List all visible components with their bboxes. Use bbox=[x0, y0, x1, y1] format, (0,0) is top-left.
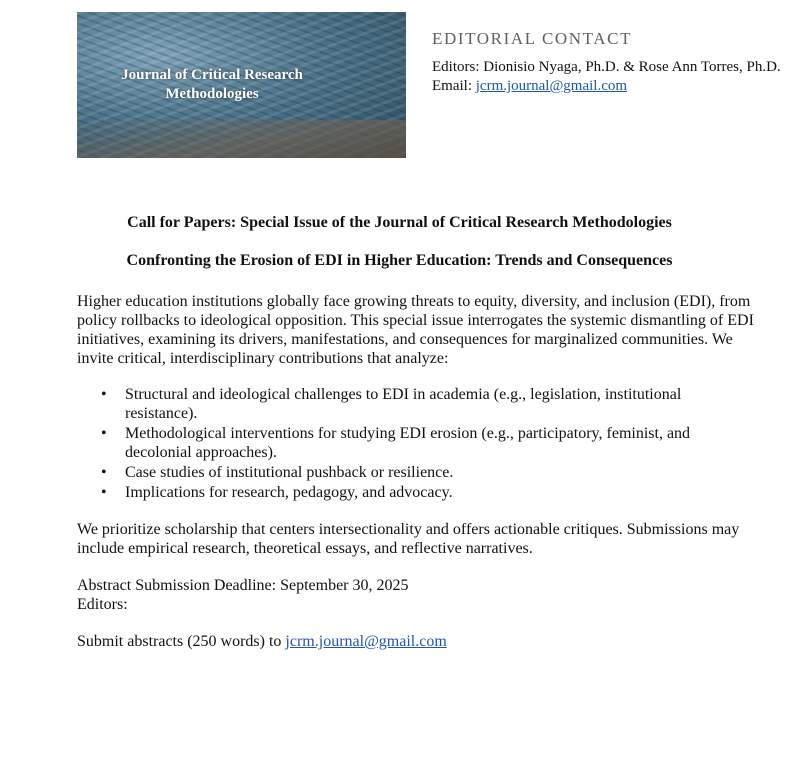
list-item bbox=[101, 385, 757, 423]
list-item-text: Case studies of institutional pushback or resilience. bbox=[125, 464, 454, 481]
call-title: Call for Papers: Special Issue of the Journal of Critical Research Methodologies bbox=[127, 214, 672, 231]
editorial-contact bbox=[432, 29, 781, 96]
list-item-text: Structural and ideological challenges to EDI in academia (e.g., legislation, institutional resistance). bbox=[125, 386, 682, 422]
priorities-paragraph: We prioritize scholarship that centers intersectionality and offers actionable critiques. Submissions may include empirical research, theoretical essays, and reflective narratives. bbox=[77, 521, 740, 557]
list-item bbox=[101, 483, 757, 502]
list-item-text: Implications for research, pedagogy, and advocacy. bbox=[125, 484, 453, 501]
editors-label: Editors: bbox=[77, 596, 128, 613]
bullet-icon: • bbox=[101, 484, 107, 501]
bullet-icon: • bbox=[101, 464, 107, 481]
email-label: Email: bbox=[432, 78, 476, 94]
journal-banner-image bbox=[77, 12, 406, 158]
banner-title-line-2: Methodologies bbox=[165, 86, 259, 102]
bullet-icon: • bbox=[101, 425, 107, 442]
email-line bbox=[432, 77, 781, 96]
list-item bbox=[101, 463, 757, 482]
intro-paragraph: Higher education institutions globally face growing threats to equity, diversity, and inclusion (EDI), from policy rollbacks to ideological opposition. This special issue interrogates the systemic dismantling of EDI initiatives, examining its drivers, manifestations, and consequences for marginalized communities. We invite critical, interdisciplinary contributions that analyze: bbox=[77, 293, 754, 367]
submit-line bbox=[77, 632, 757, 651]
call-titles bbox=[0, 214, 799, 270]
spacer bbox=[77, 614, 757, 632]
contact-email-link[interactable]: jcrm.journal@gmail.com bbox=[475, 78, 628, 94]
call-subtitle: Confronting the Erosion of EDI in Higher Education: Trends and Consequences bbox=[126, 252, 673, 269]
banner-journal-title bbox=[77, 66, 347, 104]
topic-list bbox=[77, 385, 757, 502]
submit-text: Submit abstracts (250 words) to bbox=[77, 633, 286, 650]
list-item bbox=[101, 424, 757, 462]
list-item-text: Methodological interventions for studying EDI erosion (e.g., participatory, feminist, and decolonial approaches). bbox=[125, 425, 691, 461]
editors-line: Editors: Dionisio Nyaga, Ph.D. & Rose Ann Torres, Ph.D. bbox=[432, 59, 781, 75]
submit-email-link[interactable]: jcrm.journal@gmail.com bbox=[285, 633, 447, 650]
banner-title-line-1: Journal of Critical Research bbox=[121, 67, 303, 83]
call-body bbox=[77, 292, 757, 651]
deadline-line: Abstract Submission Deadline: September 30, 2025 bbox=[77, 577, 409, 594]
bullet-icon: • bbox=[101, 386, 107, 403]
contact-heading: EDITORIAL CONTACT bbox=[432, 29, 633, 48]
banner-sand-texture bbox=[77, 120, 406, 158]
spacer bbox=[77, 558, 757, 576]
